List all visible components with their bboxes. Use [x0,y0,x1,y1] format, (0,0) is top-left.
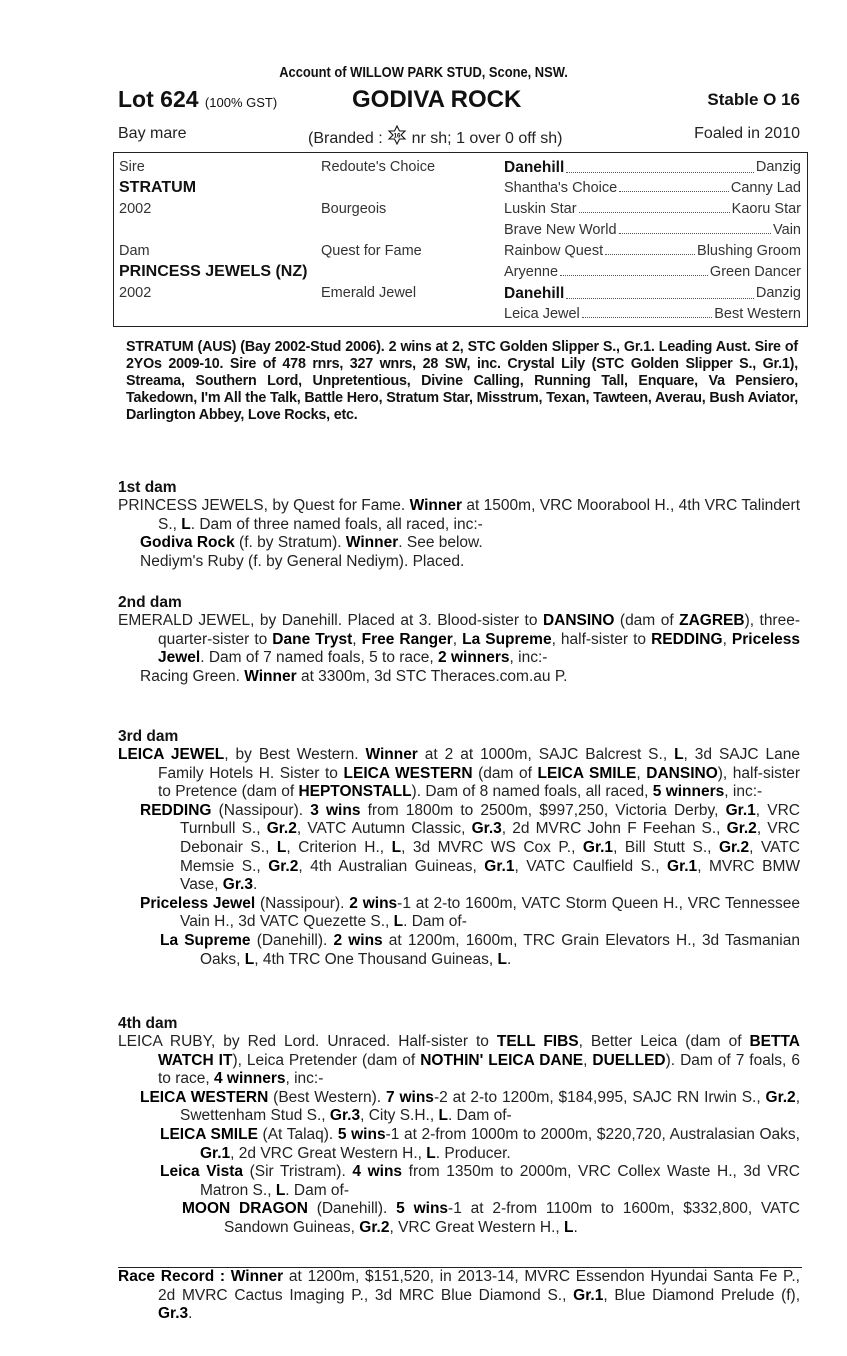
bold-text: 2 winners [438,649,510,667]
bold-text: 3 wins [310,801,361,819]
grandparent-name: Quest for Fame [321,243,422,259]
sire-summary: STRATUM (AUS) (Bay 2002-Stud 2006). 2 wins at 2, STC Golden Slipper S., Gr.1. Leading Aust. Sire of 2YOs 2009-10. Sire of 478 rnrs, 327 wnrs, 28 SW, inc. Crystal Lily (STC Golden Slipper S., Gr.1), Streama, Southern Lord, Unpretentious, Divine Calling, Running Tall, Enquare, Va Pensiero, Takedown, I'm All the Talk, Battle Hero, Stratum Star, Misstrum, Texan, Tawteen, Averau, Bush Aviator, Darlington Abbey, Love Rocks, etc. [126,339,798,423]
bold-text: La Supreme [462,630,552,648]
bold-text: 5 wins [337,1125,386,1143]
brand-info [308,125,563,148]
brand-prefix: (Branded : [308,130,388,147]
ancestor-name: 2002 [119,285,152,301]
bold-text: DUELLED [592,1051,666,1069]
race-record-text: Race Record : Winner at 1200m, $151,520, in 2013-14, MVRC Essendon Hyundai Santa Fe P., 2d MVRC Cactus Imaging P., 3d MRC Blue Diamond S., Gr.1, Blue Diamond Prelude (f), Gr.3. [118,1268,801,1323]
bold-text: Race Record : Winner [118,1268,284,1285]
ancestor-name: Sire [119,159,145,175]
bold-text: Gr.3 [222,876,253,894]
great-grandparent-name: Rainbow Quest [504,243,604,259]
dot-leader [619,180,729,192]
pedigree-row [119,241,801,262]
great-grandsire-name: Canny Lad [730,180,801,196]
bold-text: NOTHIN' LEICA DANE [420,1051,584,1069]
pedigree-table [113,152,808,327]
bold-text: Gr.2 [765,1088,796,1106]
bold-text: 7 wins [385,1088,434,1106]
great-grandparent [504,285,801,303]
produce-entry: LEICA JEWEL, by Best Western. Winner at 2 at 1000m, SAJC Balcrest S., L, 3d SAJC Lane Family Hotels H. Sister to LEICA WESTERN (dam of LEICA SMILE, DANSINO), half-sister to Pretence (dam of HEPTONSTALL). Dam of 8 named foals, all raced, 5 winners, inc:- [118,746,801,801]
bold-text: L [275,1181,286,1199]
dam-section [118,593,800,686]
bold-text: HEPTONSTALL [298,783,412,801]
great-grandparent-name: Brave New World [504,222,617,238]
ancestor-name: STRATUM [119,179,197,196]
dam-section [118,478,800,571]
bold-text: 2 wins [349,894,398,912]
bold-text: Gr.1 [582,838,614,856]
bold-text: Winner [409,497,462,514]
great-grandsire-name: Best Western [714,306,801,322]
great-grandsire-name: Danzig [755,285,801,301]
bold-text: 2 wins [333,931,383,949]
bold-text: 5 wins [396,1200,449,1218]
produce-entry: LEICA WESTERN (Best Western). 7 wins-2 at 2-to 1200m, $184,995, SAJC RN Irwin S., Gr.2, Swettenham Stud S., Gr.3, City S.H., L. Dam of- [140,1088,800,1125]
bold-text: 4 wins [352,1163,403,1181]
bold-text: L [244,950,255,968]
bold-text: 4 winners [214,1070,286,1088]
bold-text: Gr.3 [158,1305,189,1323]
bold-text: MOON DRAGON [182,1200,308,1218]
great-grandparent-name: Danehill [504,159,565,176]
dot-leader [582,306,712,318]
dam-section [118,727,800,969]
bold-text: L [497,950,507,968]
produce-entry: La Supreme (Danehill). 2 wins at 1200m, 1600m, TRC Grain Elevators H., 3d Tasmanian Oaks, L, 4th TRC One Thousand Guineas, L. [160,931,800,968]
bold-text: L [276,838,287,856]
dot-leader [579,201,730,213]
bold-text: L [564,1218,574,1236]
bold-text: Priceless Jewel [140,894,256,912]
produce-entry: LEICA RUBY, by Red Lord. Unraced. Half-sister to TELL FIBS, Better Leica (dam of BETTA WATCH IT), Leica Pretender (dam of NOTHIN' LEICA DANE, DUELLED). Dam of 7 foals, 6 to race, 4 winners, inc:- [118,1033,800,1088]
great-grandparent [504,180,801,196]
sex-colour: Bay mare [118,125,187,142]
pedigree-row [119,178,801,199]
ancestor-name: 2002 [119,201,152,217]
grandparent-name: Redoute's Choice [321,159,436,175]
produce-entry: Priceless Jewel (Nassipour). 2 wins-1 at 2-to 1600m, VATC Storm Queen H., VRC Tennessee Vain H., 3d VATC Quezette S., L. Dam of- [140,894,800,931]
bold-text: Winner [244,667,297,685]
bold-text: La Supreme [160,931,251,949]
horse-name: GODIVA ROCK [352,86,522,113]
gst-note: (100% GST) [204,95,278,110]
great-grandparent-name: Danehill [504,285,565,302]
pedigree-row [119,157,801,178]
bold-text: BETTA WATCH IT [158,1033,800,1069]
bold-text: Gr.2 [359,1218,390,1236]
svg-text:16: 16 [393,133,401,140]
lot-title-row [118,86,800,116]
bold-text: L [391,838,402,856]
grandparent-name: Emerald Jewel [321,285,417,301]
bold-text: LEICA WESTERN [140,1088,269,1106]
star-brand-icon [387,125,407,145]
bold-text: LEICA SMILE [537,764,637,782]
vendor-account: Account of WILLOW PARK STUD, Scone, NSW. [279,64,568,81]
bold-text: Free Ranger [361,630,453,648]
dot-leader [605,243,695,255]
section-heading: 4th dam [118,1015,178,1032]
bold-text: ZAGREB [679,612,745,629]
pedigree-row [119,283,801,304]
produce-entry: PRINCESS JEWELS, by Quest for Fame. Winner at 1500m, VRC Moorabool H., 4th VRC Talindert S., L. Dam of three named foals, all raced, inc:- [118,497,801,533]
bold-text: Dane Tryst [272,630,353,648]
dot-leader [566,285,754,299]
great-grandsire-name: Blushing Groom [697,243,801,259]
grandparent-name: Bourgeois [321,201,387,217]
bold-text: Gr.2 [718,838,750,856]
produce-entry: Godiva Rock (f. by Stratum). Winner. See below. [140,534,483,552]
great-grandparent [504,264,801,280]
bold-text: L [393,913,404,931]
pedigree-row [119,304,801,325]
bold-text: Gr.2 [268,857,299,875]
produce-entry: EMERALD JEWEL, by Danehill. Placed at 3. Blood-sister to DANSINO (dam of ZAGREB), three-quarter-sister to Dane Tryst, Free Ranger, La Supreme, half-sister to REDDING, Priceless Jewel. Dam of 7 named foals, 5 to race, 2 winners, inc:- [118,612,801,667]
race-record [118,1268,800,1324]
bold-text: Gr.1 [667,857,698,875]
great-grandparent [504,222,801,238]
great-grandparent-name: Aryenne [504,264,559,280]
great-grandparent [504,159,801,177]
bold-text: LEICA JEWEL [118,746,225,763]
lot-number [118,86,277,113]
foaled-year: Foaled in 2010 [694,125,800,142]
bold-text: Gr.1 [725,801,756,819]
bold-text: Godiva Rock [140,534,235,552]
produce-entry: MOON DRAGON (Danehill). 5 wins-1 at 2-from 1100m to 1600m, $332,800, VATC Sandown Guineas, Gr.2, VRC Great Western H., L. [182,1200,800,1236]
great-grandsire-name: Green Dancer [709,264,801,280]
section-heading: 3rd dam [118,728,179,745]
great-grandsire-name: Kaoru Star [731,201,801,217]
bold-text: Leica Vista [160,1163,244,1181]
bold-text: Winner [345,534,399,552]
bold-text: Gr.2 [726,820,757,838]
dot-leader [560,264,708,276]
dot-leader [566,159,754,173]
produce-entry: Racing Green. Winner at 3300m, 3d STC Theraces.com.au P. [140,667,568,685]
bold-text: L [438,1107,448,1125]
bold-text: Priceless Jewel [158,630,800,667]
ancestor-name: Dam [119,243,150,259]
produce-entry: REDDING (Nassipour). 3 wins from 1800m to 2500m, $997,250, Victoria Derby, Gr.1, VRC Turnbull S., Gr.2, VATC Autumn Classic, Gr.3, 2d MVRC John F Feehan S., Gr.2, VRC Debonair S., L, Criterion H., L, 3d MVRC WS Cox P., Gr.1, Bill Stutt S., Gr.2, VATC Memsie S., Gr.2, 4th Australian Guineas, Gr.1, VATC Caulfield S., Gr.1, MVRC BMW Vase, Gr.3. [140,801,800,894]
great-grandsire-name: Vain [773,222,801,238]
bold-text: Gr.1 [573,1286,604,1304]
bold-text: L [181,515,191,533]
section-heading: 2nd dam [118,594,182,611]
horse-details [118,125,800,147]
section-heading: 1st dam [118,479,177,496]
bold-text: DANSINO [542,612,615,629]
produce-entry: Nediym's Ruby (f. by General Nediym). Placed. [140,552,465,570]
bold-text: L [674,746,684,763]
pedigree-row [119,262,801,283]
bold-text: 5 winners [652,783,725,801]
bold-text: LEICA SMILE [160,1125,258,1143]
bold-text: Gr.3 [329,1107,361,1125]
bold-text: Winner [365,746,418,763]
great-grandparent [504,306,801,322]
brand-suffix: nr sh; 1 over 0 off sh) [407,130,563,147]
bold-text: REDDING [651,630,723,648]
great-grandparent-name: Luskin Star [504,201,577,217]
bold-text: REDDING [140,801,212,819]
bold-text: Gr.2 [266,820,297,838]
bold-text: Gr.1 [200,1144,231,1162]
great-grandparent [504,243,801,259]
great-grandsire-name: Danzig [755,159,801,175]
great-grandparent-name: Shantha's Choice [504,180,618,196]
great-grandparent-name: Leica Jewel [504,306,580,322]
bold-text: Gr.3 [471,820,502,838]
stable-location: Stable O 16 [707,90,800,109]
lot-label: Lot 624 [118,86,199,112]
ancestor-name: PRINCESS JEWELS (NZ) [119,263,308,280]
pedigree-row [119,199,801,220]
bold-text: L [426,1144,436,1162]
pedigree-row [119,220,801,241]
produce-entry: Leica Vista (Sir Tristram). 4 wins from 1350m to 2000m, VRC Collex Waste H., 3d VRC Matron S., L. Dam of- [160,1163,800,1199]
produce-entry: LEICA SMILE (At Talaq). 5 wins-1 at 2-from 1000m to 2000m, $220,720, Australasian Oaks, Gr.1, 2d VRC Great Western H., L. Producer. [160,1125,800,1162]
great-grandparent [504,201,801,217]
dot-leader [619,222,772,234]
bold-text: TELL FIBS [496,1033,579,1050]
bold-text: LEICA WESTERN [343,764,473,782]
bold-text: Gr.1 [484,857,515,875]
dam-section [118,1014,800,1238]
bold-text: DANSINO [646,764,718,782]
